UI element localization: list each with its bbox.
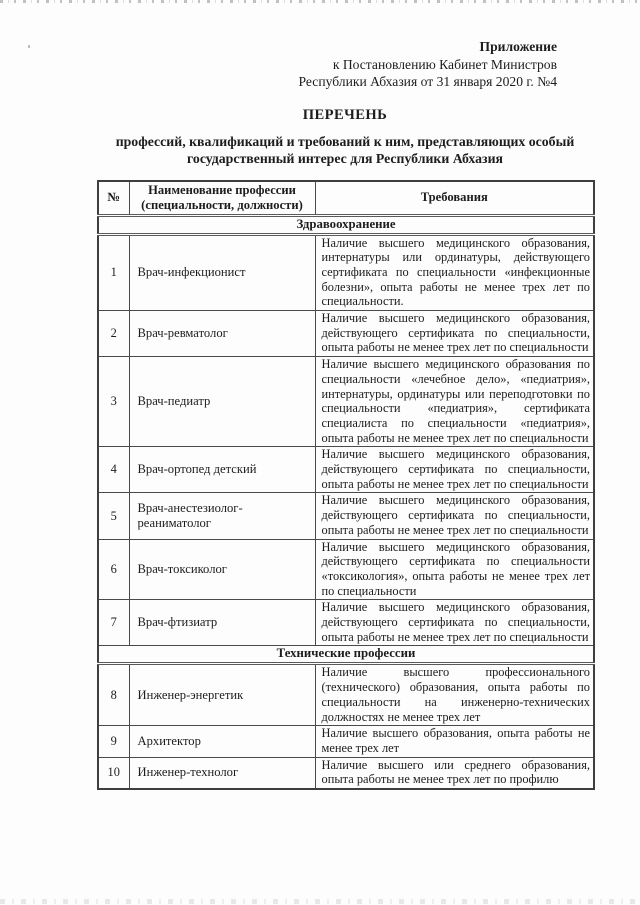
- table-row: [98, 311, 594, 357]
- table-row: [98, 357, 594, 447]
- column-header-profession: Наименование профессии (специальности, должности): [129, 181, 315, 216]
- table-row: [98, 726, 594, 757]
- cell-profession: Архитектор: [129, 726, 315, 757]
- table-row: [98, 447, 594, 493]
- cell-profession: Врач-педиатр: [129, 357, 315, 447]
- cell-requirements: Наличие высшего медицинского образования, действующего сертификата по специальности, опыта работы не менее трех лет по специальности: [315, 493, 594, 539]
- cell-number: 3: [98, 357, 129, 447]
- document-title: ПЕРЕЧЕНЬ: [302, 106, 388, 123]
- cell-requirements: Наличие высшего медицинского образования по специальности «лечебное дело», «педиатрия», интернатуры, ординатуры или переподготовки по специальности «педиатрия», сертификата специалиста по специальности «педиатрия», опыта работы не менее трех лет по специальности: [315, 357, 594, 447]
- appendix-header: [97, 38, 557, 91]
- table-row: [98, 600, 594, 646]
- appendix-label: Приложение: [479, 39, 557, 54]
- section-header-row: [98, 646, 594, 664]
- cell-profession: Врач-ортопед детский: [129, 447, 315, 493]
- table-header-row: [98, 181, 594, 216]
- decree-line-2: Республики Абхазия от 31 января 2020 г. №4: [298, 74, 557, 89]
- cell-profession: Врач-инфекционист: [129, 234, 315, 311]
- cell-number: 4: [98, 447, 129, 493]
- scan-artifact-bottom: [0, 899, 640, 904]
- cell-requirements: Наличие высшего образования, опыта работы не менее трех лет: [315, 726, 594, 757]
- cell-profession: Врач-ревматолог: [129, 311, 315, 357]
- cell-requirements: Наличие высшего или среднего образования, опыта работы не менее трех лет по профилю: [315, 757, 594, 789]
- table-row: [98, 664, 594, 726]
- section-header-row: [98, 215, 594, 234]
- cell-number: 8: [98, 664, 129, 726]
- cell-profession: Врач-анестезиолог-реаниматолог: [129, 493, 315, 539]
- cell-number: 5: [98, 493, 129, 539]
- table-row: [98, 539, 594, 600]
- cell-profession: Инженер-энергетик: [129, 664, 315, 726]
- cell-requirements: Наличие высшего медицинского образования, действующего сертификата по специальности «токсикология», опыта работы не менее трех лет по специальности: [315, 539, 594, 600]
- cell-number: 1: [98, 234, 129, 311]
- cell-profession: Врач-токсиколог: [129, 539, 315, 600]
- document-subtitle: профессий, квалификаций и требований к ним, представляющих особый государственный интерес для Республики Абхазия: [115, 133, 575, 166]
- professions-table: [97, 180, 595, 791]
- table-row: [98, 757, 594, 789]
- cell-requirements: Наличие высшего профессионального (технического) образования, опыта работы по специальности на инженерно-технических должностях не менее трех лет: [315, 664, 594, 726]
- cell-requirements: Наличие высшего медицинского образования, действующего сертификата по специальности, опыта работы не менее трех лет по специальности: [315, 447, 594, 493]
- section-title: Технические профессии: [98, 646, 594, 664]
- cell-number: 9: [98, 726, 129, 757]
- cell-number: 2: [98, 311, 129, 357]
- cell-number: 6: [98, 539, 129, 600]
- cell-requirements: Наличие высшего медицинского образования, действующего сертификата по специальности, опыта работы не менее трех лет по специальности: [315, 311, 594, 357]
- cell-number: 7: [98, 600, 129, 646]
- scan-artifact-top: [0, 0, 640, 3]
- cell-profession: Врач-фтизиатр: [129, 600, 315, 646]
- cell-requirements: Наличие высшего медицинского образования, интернатуры или ординатуры, действующего сертификата по специальности «инфекционные болезни», опыта работы не менее трех лет по специальности.: [315, 234, 594, 311]
- table-row: [98, 234, 594, 311]
- scan-speck: [28, 45, 30, 48]
- column-header-requirements: Требования: [315, 181, 594, 216]
- decree-line-1: к Постановлению Кабинет Министров: [332, 56, 557, 72]
- cell-profession: Инженер-технолог: [129, 757, 315, 789]
- cell-requirements: Наличие высшего медицинского образования, действующего сертификата по специальности, опыта работы не менее трех лет по специальности: [315, 600, 594, 646]
- section-title: Здравоохранение: [98, 215, 594, 234]
- table-row: [98, 493, 594, 539]
- column-header-number: №: [98, 181, 129, 216]
- cell-number: 10: [98, 757, 129, 789]
